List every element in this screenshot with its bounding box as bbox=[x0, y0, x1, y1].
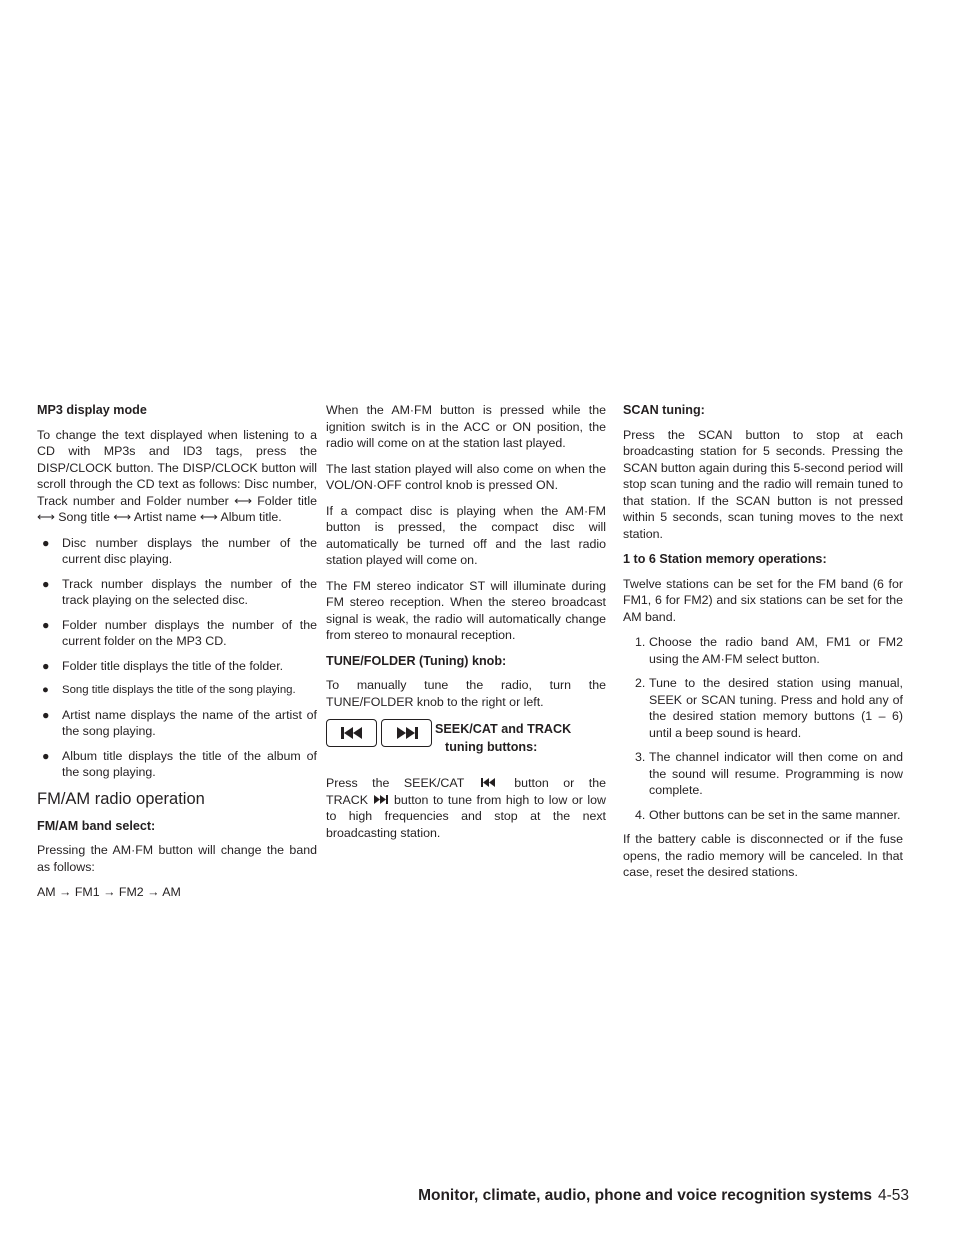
paragraph-last-station: The last station played will also come on when the VOL/ON·OFF control knob is pressed ON. bbox=[326, 461, 606, 492]
list-item: ● Song title displays the title of the song playing. bbox=[37, 682, 317, 699]
paragraph-band-select: Pressing the AM·FM button will change the band as follows: bbox=[37, 843, 317, 874]
heading-tune-folder: TUNE/FOLDER (Tuning) knob: bbox=[326, 653, 507, 668]
footer-title: Monitor, climate, audio, phone and voice recognition systems bbox=[418, 1187, 872, 1204]
bullet-icon: ● bbox=[42, 576, 50, 591]
list-item: ● Track number displays the number of the track playing on the selected disc. bbox=[42, 576, 317, 607]
heading-mp3-display-mode: MP3 display mode bbox=[37, 403, 147, 417]
list-item: ● Folder title displays the title of the folder. bbox=[42, 658, 284, 673]
heading-station-memory: 1 to 6 Station memory operations: bbox=[623, 552, 827, 566]
band-sequence: AM → FM1 → FM2 → AM bbox=[37, 885, 181, 899]
seek-back-icon bbox=[467, 777, 511, 788]
track-forward-icon bbox=[394, 726, 420, 740]
heading-band-select: FM/AM band select: bbox=[37, 818, 156, 833]
list-item: 2. Tune to the desired station using manual, SEEK or SCAN tuning. Press and hold any of the desired station memory buttons (1 – 6) until a beep sound is heard. bbox=[635, 676, 903, 740]
column-middle bbox=[326, 402, 606, 850]
seek-back-icon bbox=[339, 726, 365, 740]
column-right bbox=[623, 402, 903, 890]
list-item: 1. Choose the radio band AM, FM1 or FM2 using the AM·FM select button. bbox=[635, 635, 903, 666]
bullet-icon: ● bbox=[42, 617, 50, 632]
paragraph-battery: If the battery cable is disconnected or if the fuse opens, the radio memory will be canceled. In that case, reset the desired stations. bbox=[623, 832, 903, 879]
bullet-icon: ● bbox=[42, 535, 50, 550]
list-item: 4. Other buttons can be set in the same manner. bbox=[635, 807, 901, 822]
page-footer bbox=[418, 1187, 909, 1205]
seek-track-caption: SEEK/CAT and TRACK tuning buttons: bbox=[435, 722, 572, 754]
list-item: ● Folder number displays the number of the current folder on the MP3 CD. bbox=[42, 617, 317, 648]
paragraph-stereo-indicator: The FM stereo indicator ST will illuminate during FM stereo reception. When the stereo broadcast signal is weak, the radio will automatically change from stereo to monaural reception. bbox=[326, 578, 606, 642]
seek-track-buttons-figure bbox=[326, 719, 606, 769]
bullet-icon: ● bbox=[42, 658, 50, 673]
list-item: ● Artist name displays the name of the artist of the song playing. bbox=[42, 707, 317, 738]
section-title-fm-am: FM/AM radio operation bbox=[37, 789, 205, 808]
list-item: ● Disc number displays the number of the current disc playing. bbox=[42, 535, 317, 566]
paragraph-cd-interrupt: If a compact disc is playing when the AM·FM button is pressed, the compact disc will automatically be turned off and the last radio station played will come on. bbox=[326, 503, 606, 567]
paragraph-mp3-intro: To change the text displayed when listening to a CD with MP3s and ID3 tags, press the DISP/CLOCK button. The DISP/CLOCK button will scroll through the CD text as follows: Disc number, Track number and Folder number ⟷ Folder title ⟷ Song title ⟷ Artist name ⟷ Album title. bbox=[37, 427, 317, 524]
seek-back-button-illustration bbox=[326, 719, 377, 747]
paragraph-am-fm-on: When the AM·FM button is pressed while the ignition switch is in the ACC or ON position, the radio will come on at the station last played. bbox=[326, 403, 606, 450]
paragraph-tune-folder: To manually tune the radio, turn the TUNE/FOLDER knob to the right or left. bbox=[326, 678, 606, 709]
list-item: 3. The channel indicator will then come on and the sound will resume. Programming is now complete. bbox=[635, 750, 903, 797]
paragraph-seek-track: Press the SEEK/CAT button or the TRACK button to tune from high to low or low to high frequencies and stop at the next broadcasting station. bbox=[326, 776, 606, 840]
memory-steps-list bbox=[623, 634, 903, 823]
column-left bbox=[37, 402, 317, 910]
paragraph-station-memory: Twelve stations can be set for the FM band (6 for FM1, 6 for FM2) and six stations can be set for the AM band. bbox=[623, 576, 903, 624]
paragraph-scan-tuning: Press the SCAN button to stop at each broadcasting station for 5 seconds. Pressing the SCAN button again during this 5-second period will stop scan tuning and the radio will remain tuned to that station. If the SCAN button is not pressed within 5 seconds, scan tuning moves to the next station. bbox=[623, 427, 903, 541]
track-forward-icon bbox=[371, 794, 391, 805]
bullet-icon: ● bbox=[42, 684, 49, 696]
mp3-bullet-list bbox=[37, 535, 317, 781]
page-number: 4-53 bbox=[877, 1187, 909, 1204]
track-forward-button-illustration bbox=[381, 719, 432, 747]
list-item: ● Album title displays the title of the album of the song playing. bbox=[42, 748, 317, 779]
heading-scan-tuning: SCAN tuning: bbox=[623, 403, 705, 417]
bullet-icon: ● bbox=[42, 748, 50, 763]
bullet-icon: ● bbox=[42, 707, 50, 722]
